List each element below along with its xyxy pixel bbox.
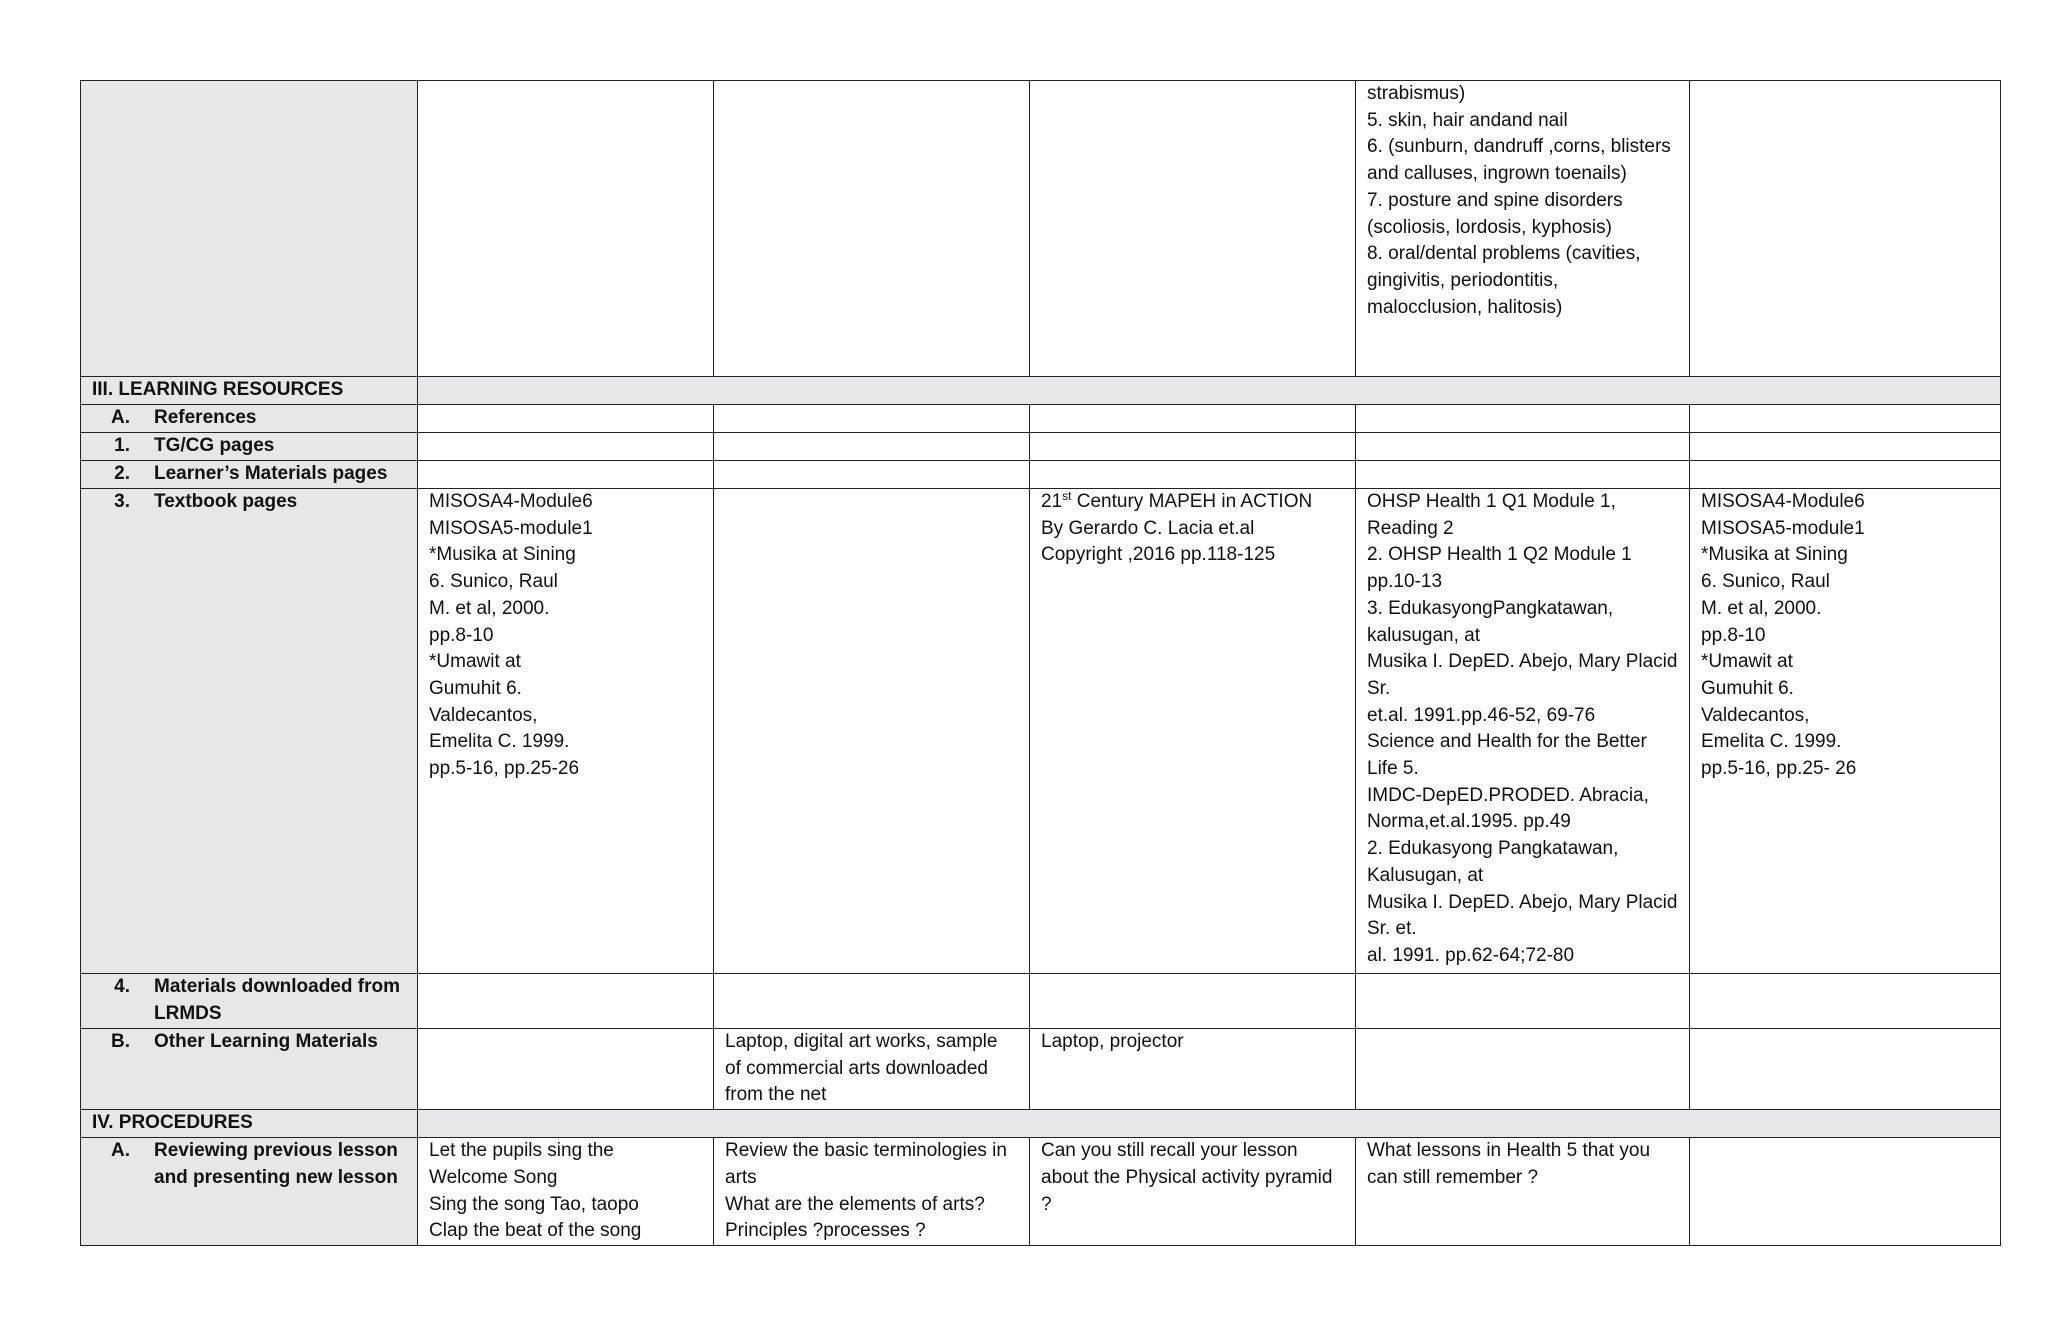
- procedures-heading: IV. PROCEDURES: [81, 1110, 418, 1138]
- lrmds-label: Materials downloaded from LRMDS: [154, 976, 400, 1024]
- references-label: References: [154, 407, 257, 428]
- lesson-plan-table: [80, 80, 2001, 1246]
- tg-cg-pages-label: TG/CG pages: [154, 435, 275, 456]
- table-row: A. References: [81, 405, 2001, 433]
- table-row: A. Reviewing previous lesson and presenting new lesson Let the pupils sing the Welcome Song Sing the song Tao, taopo Clap the beat of the song Review the basic terminologies in arts What are the elements of arts? Principles ?processes ? Can you still recall your lesson about the Physical activity pyramid ? What lessons in Health 5 that you can still remember ?: [81, 1138, 2001, 1246]
- other-materials-cell: Laptop, projector: [1030, 1029, 1356, 1110]
- table-row: B. Other Learning Materials Laptop, digital art works, sample of commercial arts downloaded from the net Laptop, projector: [81, 1029, 2001, 1110]
- table-row: 4. Materials downloaded from LRMDS: [81, 974, 2001, 1029]
- textbook-cell: MISOSA4-Module6 MISOSA5-module1 *Musika at Sining 6. Sunico, Raul M. et al, 2000. pp.8-10 *Umawit at Gumuhit 6. Valdecantos, Emelita C. 1999. pp.5-16, pp.25- 26: [1690, 489, 2001, 974]
- textbook-pages-label: Textbook pages: [154, 491, 298, 512]
- table-row: [81, 81, 2001, 377]
- textbook-cell: OHSP Health 1 Q1 Module 1, Reading 2 2. OHSP Health 1 Q2 Module 1 pp.10-13 3. EdukasyongPangkatawan, kalusugan, at Musika I. DepED. Abejo, Mary Placid Sr. et.al. 1991.pp.46-52, 69-76 Science and Health for the Better Life 5. IMDC-DepED.PRODED. Abracia, Norma,et.al.1995. pp.49 2. Edukasyong Pangkatawan, Kalusugan, at Musika I. DepED. Abejo, Mary Placid Sr. et. al. 1991. pp.62-64;72-80: [1356, 489, 1690, 974]
- table-row: 2. Learner’s Materials pages: [81, 461, 2001, 489]
- section-heading-row: [81, 1110, 2001, 1138]
- other-materials-label: Other Learning Materials: [154, 1031, 378, 1052]
- other-materials-cell: Laptop, digital art works, sample of commercial arts downloaded from the net: [714, 1029, 1030, 1110]
- reviewing-lesson-label: Reviewing previous lesson and presenting new lesson: [154, 1140, 398, 1188]
- textbook-cell: MISOSA4-Module6 MISOSA5-module1 *Musika at Sining 6. Sunico, Raul M. et al, 2000. pp.8-10 *Umawit at Gumuhit 6. Valdecantos, Emelita C. 1999. pp.5-16, pp.25-26: [418, 489, 714, 974]
- textbook-cell: 21st Century MAPEH in ACTION By Gerardo C. Lacia et.al Copyright ,2016 pp.118-125: [1030, 489, 1356, 974]
- learning-resources-heading: III. LEARNING RESOURCES: [81, 377, 418, 405]
- table-row: 1. TG/CG pages: [81, 433, 2001, 461]
- health-topics-cell: strabismus) 5. skin, hair andand nail 6. (sunburn, dandruff ,corns, blisters and calluses, ingrown toenails) 7. posture and spine disorders (scoliosis, lordosis, kyphosis) 8. oral/dental problems (cavities, gingivitis, periodontitis, malocclusion, halitosis): [1356, 81, 1690, 377]
- table-row: 3. Textbook pages MISOSA4-Module6 MISOSA5-module1 *Musika at Sining 6. Sunico, Raul M. et al, 2000. pp.8-10 *Umawit at Gumuhit 6. Valdecantos, Emelita C. 1999. pp.5-16, pp.25-26 21st Century MAPEH in ACTION By Gerardo C. Lacia et.al Copyright ,2016 pp.118-125 OHSP Health 1 Q1 Module 1, Reading 2 2. OHSP Health 1 Q2 Module 1 pp.10-13 3. EdukasyongPangkatawan, kalusugan, at Musika I. DepED. Abejo, Mary Placid Sr. et.al. 1991.pp.46-52, 69-76 Science and Health for the Better Life 5. IMDC-DepED.PRODED. Abracia, Norma,et.al.1995. pp.49 2. Edukasyong Pangkatawan, Kalusugan, at Musika I. DepED. Abejo, Mary Placid Sr. et. al. 1991. pp.62-64;72-80 MISOSA4-Module6 MISOSA5-module1 *Musika at Sining 6. Sunico, Raul M. et al, 2000. pp.8-10 *Umawit at Gumuhit 6. Valdecantos, Emelita C. 1999. pp.5-16, pp.25- 26: [81, 489, 2001, 974]
- learners-materials-label: Learner’s Materials pages: [154, 463, 388, 484]
- section-heading-row: [81, 377, 2001, 405]
- procedure-cell: What lessons in Health 5 that you can still remember ?: [1356, 1138, 1690, 1246]
- procedure-cell: Let the pupils sing the Welcome Song Sing the song Tao, taopo Clap the beat of the song: [418, 1138, 714, 1246]
- procedure-cell: Review the basic terminologies in arts What are the elements of arts? Principles ?processes ?: [714, 1138, 1030, 1246]
- procedure-cell: Can you still recall your lesson about the Physical activity pyramid ?: [1030, 1138, 1356, 1246]
